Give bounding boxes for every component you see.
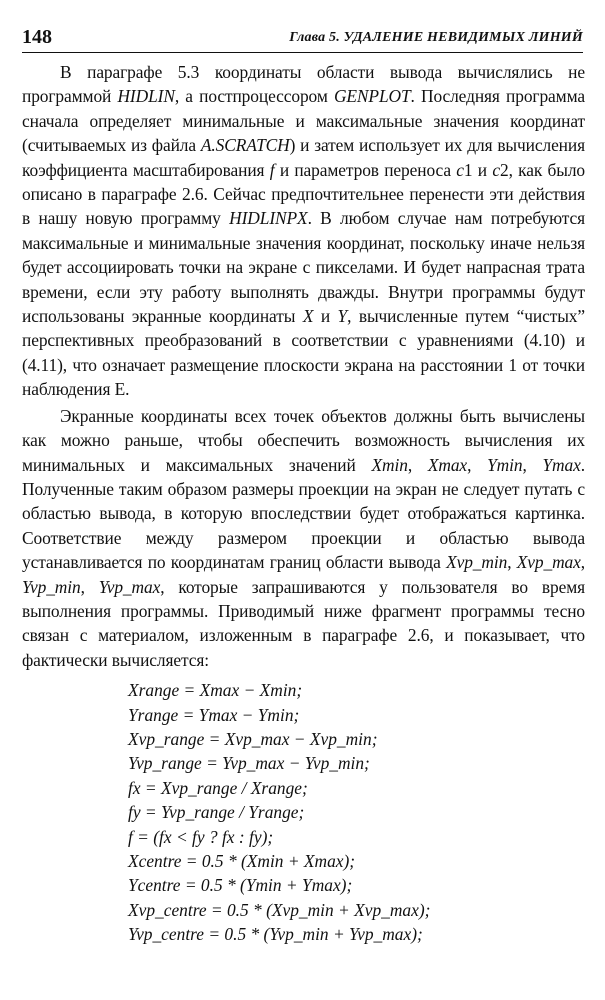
page-number: 148 (22, 26, 52, 48)
text-run: , (507, 552, 517, 573)
italic-term: X (302, 306, 314, 327)
italic-term: f (269, 159, 275, 180)
text-run: , (407, 454, 428, 475)
italic-term: Xmin (371, 454, 408, 475)
text-run: В параграфе 5.3 координаты области вывода вычислялись не программой (22, 62, 585, 107)
code-line: Xvp_range = Xvp_max − Xvp_min; (128, 728, 378, 749)
italic-term: GENPLOT (333, 86, 411, 107)
paragraph-2 (22, 404, 585, 672)
text-run: , (467, 454, 488, 475)
italic-term: Xvp_max (516, 552, 581, 573)
text-run: и (313, 306, 338, 327)
page-body (22, 60, 585, 947)
italic-term: A.SCRATCH (200, 135, 290, 156)
code-line: Yrange = Ymax − Ymin; (128, 704, 300, 725)
italic-term: Yvp_min (22, 576, 81, 597)
italic-term: HIDLINPX (229, 208, 308, 229)
code-line: f = (fx < fy ? fx : fy); (128, 826, 274, 847)
text-run: . Последняя программа сначала определяет минимальные и максимальные значения координат (считываемых из файла (22, 86, 585, 156)
code-line: Xrange = Xmax − Xmin; (128, 680, 303, 701)
code-line: Xvp_centre = 0.5 * (Xvp_min + Xvp_max); (128, 899, 431, 920)
text-run: . В любом случае нам потребуются максимальные и минимальные значения координат, поскольку иначе нельзя будет ассоциировать точки на экране с пикселами. И будет напрасная трата времени, если эту работу выполнять дважды. Внутри программы будут использованы экранные координаты (22, 208, 585, 327)
italic-term: Ymax (542, 454, 581, 475)
italic-term: Y (337, 306, 348, 327)
text-run: . Полученные таким образом размеры проекции на экран не следует путать с областью вывода, в которую впоследствии будет отображаться картинка. Соответствие между размером проекции и областью вывода устанавливается по координатам границ области вывода (22, 454, 585, 573)
code-line: fy = Yvp_range / Yrange; (128, 802, 305, 823)
text-run: , а постпроцессором (174, 86, 334, 107)
italic-term: Xmax (427, 454, 468, 475)
italic-term: c (456, 159, 464, 180)
italic-term: Ymin (487, 454, 523, 475)
italic-term: HIDLIN (117, 86, 175, 107)
italic-term: Yvp_max (98, 576, 161, 597)
text-run: , которые запрашиваются у пользователя во время выполнения программы. Приводимый ниже фрагмент программы тесно связан с материалом, изложенным в параграфе 2.6, и показывает, что фактически вычисляется: (22, 576, 586, 670)
text-run: и параметров переноса (274, 159, 457, 180)
running-title: Глава 5. УДАЛЕНИЕ НЕВИДИМЫХ ЛИНИЙ (289, 30, 583, 45)
text-run: ) и затем использует их для вычисления коэффициента масштабирования (22, 135, 585, 180)
page-header (22, 26, 583, 53)
text-run: , (580, 552, 586, 573)
text-run: Экранные координаты всех точек объектов должны быть вычислены как можно раньше, чтобы обеспечить возможность вычисления их минимальных и максимальных значений (22, 405, 585, 475)
code-line: Xcentre = 0.5 * (Xmin + Xmax); (128, 851, 356, 871)
text-run: , (522, 454, 543, 475)
italic-term: Xvp_min (446, 552, 508, 573)
code-line: fx = Xvp_range / Xrange; (128, 777, 308, 798)
text-run: , вычисленные путем “чистых” перспективных преобразований в соответствии с уравнениями (4.10) и (4.11), что означает размещение плоскости экрана на расстоянии 1 от точки наблюдения E. (22, 306, 586, 400)
text-run: 1 и (463, 159, 493, 180)
code-line: Ycentre = 0.5 * (Ymin + Ymax); (128, 875, 353, 896)
code-line: Yvp_range = Yvp_max − Yvp_min; (128, 753, 370, 774)
text-run: 2, как было описано в параграфе 2.6. Сейчас предпочтительнее перенести эти действия в нашу новую программу (22, 159, 585, 229)
code-fragment (128, 678, 585, 946)
text-run: , (80, 576, 99, 597)
paragraph-1 (22, 60, 585, 402)
code-line: Yvp_centre = 0.5 * (Yvp_min + Yvp_max); (128, 924, 423, 945)
italic-term: c (492, 159, 500, 180)
